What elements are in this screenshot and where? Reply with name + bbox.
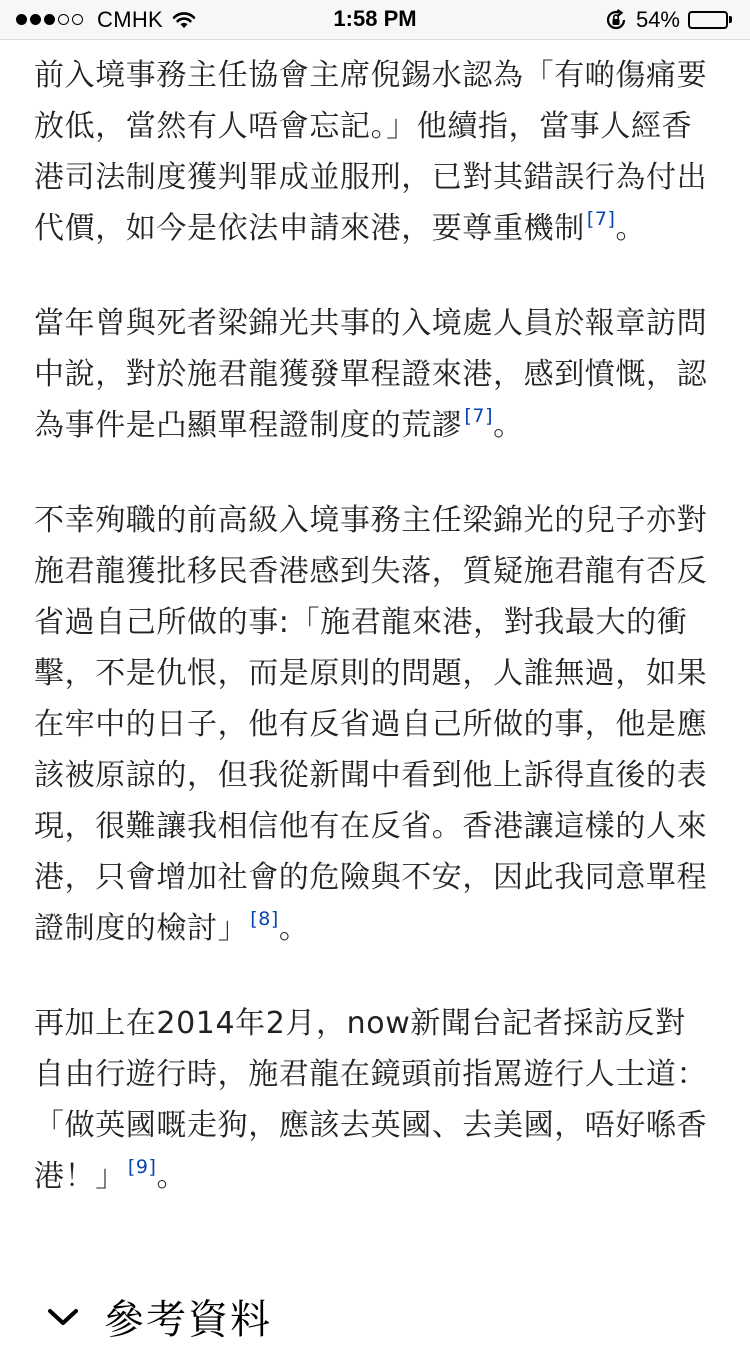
section-references-toggle[interactable]: [46, 1288, 272, 1345]
signal-dot: [72, 14, 83, 25]
article-paragraph-3: [34, 495, 716, 954]
signal-dot: [58, 14, 69, 25]
paragraph-tail: 。: [493, 408, 524, 443]
paragraph-text: 前入境事務主任協會主席倪錫水認為「有啲傷痛要放低，當然有人唔會忘記。」他續指，當事人經香港司法制度獲判罪成並服刑，已對其錯誤行為付出代價，如今是依法申請來港，要尊重機制: [34, 58, 708, 246]
status-right: [512, 7, 732, 33]
paragraph-text: 當年曾與死者梁錦光共事的入境處人員於報章訪問中說，對於施君龍獲發單程證來港，感到憤慨，認為事件是凸顯單程證制度的荒謬: [34, 306, 708, 443]
signal-dot: [44, 14, 55, 25]
wifi-icon: [171, 10, 197, 30]
citation-link[interactable]: [9]: [127, 1156, 157, 1178]
status-bar: [0, 0, 750, 40]
status-left: [16, 7, 236, 33]
paragraph-text: 再加上在2014年2月，now新聞台記者採訪反對自由行遊行時，施君龍在鏡頭前指罵遊行人士道：「做英國嘅走狗，應該去英國、去美國，唔好喺香港！」: [34, 1006, 708, 1194]
orientation-lock-icon: [604, 8, 628, 32]
battery-icon: [688, 11, 732, 29]
carrier-name: CMHK: [97, 6, 163, 32]
citation-link[interactable]: [7]: [464, 405, 494, 427]
paragraph-tail: 。: [615, 211, 647, 246]
paragraph-tail: 。: [278, 911, 310, 946]
chevron-down-icon: [46, 1306, 80, 1328]
article-paragraph-4: [34, 998, 716, 1202]
signal-strength-icon: [16, 14, 83, 25]
citation-link[interactable]: [7]: [586, 208, 616, 230]
battery-percent: 54%: [635, 6, 680, 32]
status-time: 1:58 PM: [333, 6, 417, 31]
section-title: 參考資料: [104, 1297, 272, 1343]
signal-dot: [16, 14, 27, 25]
paragraph-text: 不幸殉職的前高級入境事務主任梁錦光的兒子亦對施君龍獲批移民香港感到失落，質疑施君龍有否反省過自己所做的事:「施君龍來港，對我最大的衝擊，不是仇恨，而是原則的問題，人誰無過，如果在牢中的日子，他有反省過自己所做的事，他是應該被原諒的，但我從新聞中看到他上訴得直後的表現，很難讓我相信他有在反省。香港讓這樣的人來港，只會增加社會的危險與不安，因此我同意單程證制度的檢討」: [34, 503, 708, 946]
signal-dot: [30, 14, 41, 25]
article-content: [0, 50, 750, 1202]
paragraph-tail: 。: [156, 1159, 188, 1194]
citation-link[interactable]: [8]: [250, 908, 279, 930]
article-paragraph-2: [34, 298, 716, 451]
article-paragraph-1: [34, 50, 716, 254]
